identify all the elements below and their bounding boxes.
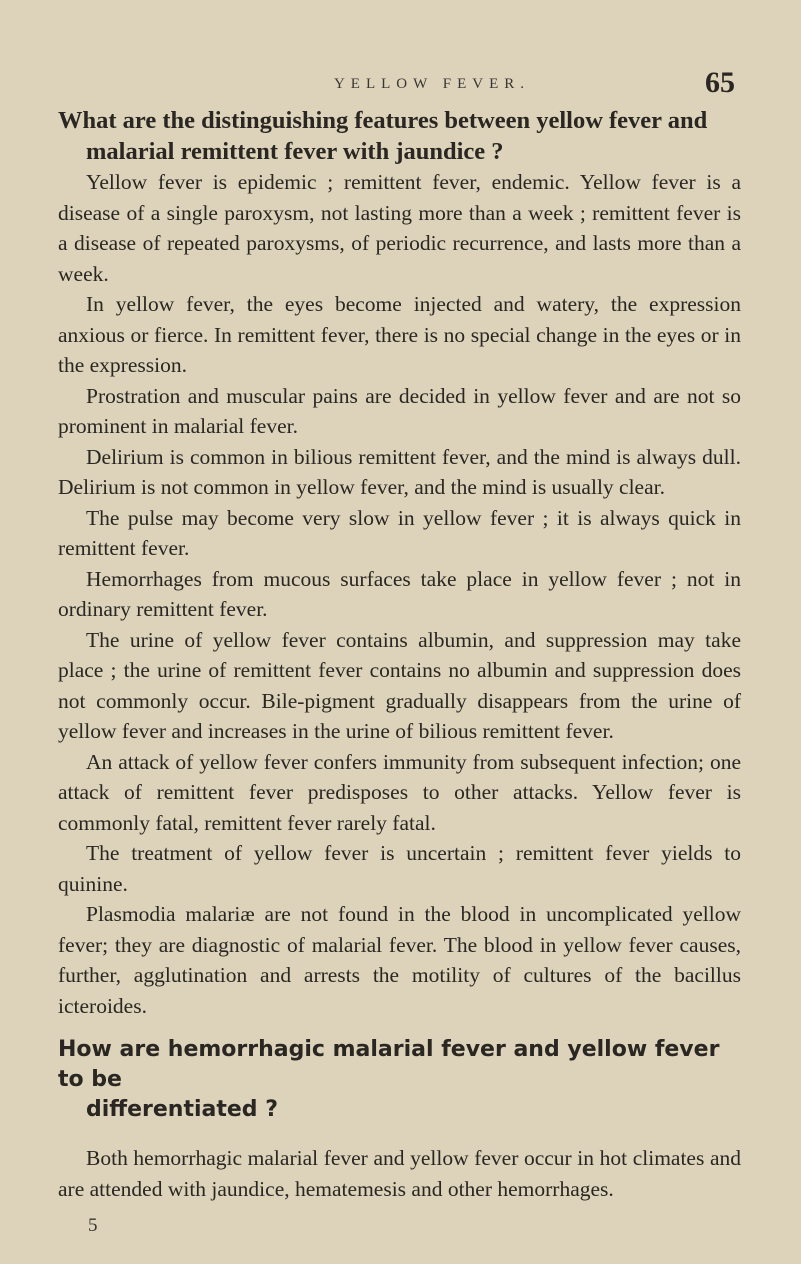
paragraph-treatment: The treatment of yellow fever is uncertain ; remittent fever yields to quinine. xyxy=(58,841,741,896)
paragraph-prostration: Prostration and muscular pains are decided in yellow fever and are not so prominent in malarial fever. xyxy=(58,383,741,438)
running-head xyxy=(0,62,801,102)
question-heading-2-line1: How are hemorrhagic malarial fever and yellow fever to be xyxy=(58,1037,720,1092)
question-heading-2 xyxy=(58,1035,741,1125)
paragraph-pulse: The pulse may become very slow in yellow fever ; it is always quick in remittent fever. xyxy=(58,505,741,560)
paragraph-eyes: In yellow fever, the eyes become injected and watery, the expression anxious or fierce. In remittent fever, there is no special change in the eyes or in the expression. xyxy=(58,292,741,377)
paragraph-hemorrhages: Hemorrhages from mucous surfaces take place in yellow fever ; not in ordinary remittent fever. xyxy=(58,566,741,621)
signature-mark: 5 xyxy=(88,1215,98,1236)
paragraph-urine: The urine of yellow fever contains albumin, and suppression may take place ; the urine of remittent fever contains no albumin and suppression does not commonly occur. Bile-pigment gradually disappears from the urine of yellow fever and increases in the urine of bilious remittent fever. xyxy=(58,627,741,743)
paragraph-hemorrhagic-malarial: Both hemorrhagic malarial fever and yellow fever occur in hot climates and are attended with jaundice, hematemesis and other hemorrhages. xyxy=(58,1146,741,1201)
paragraph-immunity: An attack of yellow fever confers immunity from subsequent infection; one attack of remittent fever predisposes to other attacks. Yellow fever is commonly fatal, remittent fever rarely fatal. xyxy=(58,749,741,835)
paragraph-epidemic: Yellow fever is epidemic ; remittent fever, endemic. Yellow fever is a disease of a single paroxysm, not lasting more than a week ; remittent fever is a disease of repeated paroxysms, of periodic recurrence, and lasts more than a week. xyxy=(58,170,741,286)
question-heading-1-line2: malarial remittent fever with jaundice ? xyxy=(86,138,504,165)
running-title: YELLOW FEVER. xyxy=(333,76,531,92)
paragraph-plasmodia: Plasmodia malariæ are not found in the blood in uncomplicated yellow fever; they are diagnostic of malarial fever. The blood in yellow fever causes, further, agglutination and arrests the motility of cultures of the bacillus icteroides. xyxy=(58,902,741,1018)
question-heading-2-line2: differentiated ? xyxy=(86,1097,278,1122)
page-number: 65 xyxy=(705,66,735,99)
question-heading-1-line1: What are the distinguishing features between yellow fever and xyxy=(58,107,708,134)
page-content xyxy=(58,105,741,1204)
paragraph-delirium: Delirium is common in bilious remittent fever, and the mind is always dull. Delirium is not common in yellow fever, and the mind is usually clear. xyxy=(58,444,741,499)
question-heading-1 xyxy=(58,105,741,167)
